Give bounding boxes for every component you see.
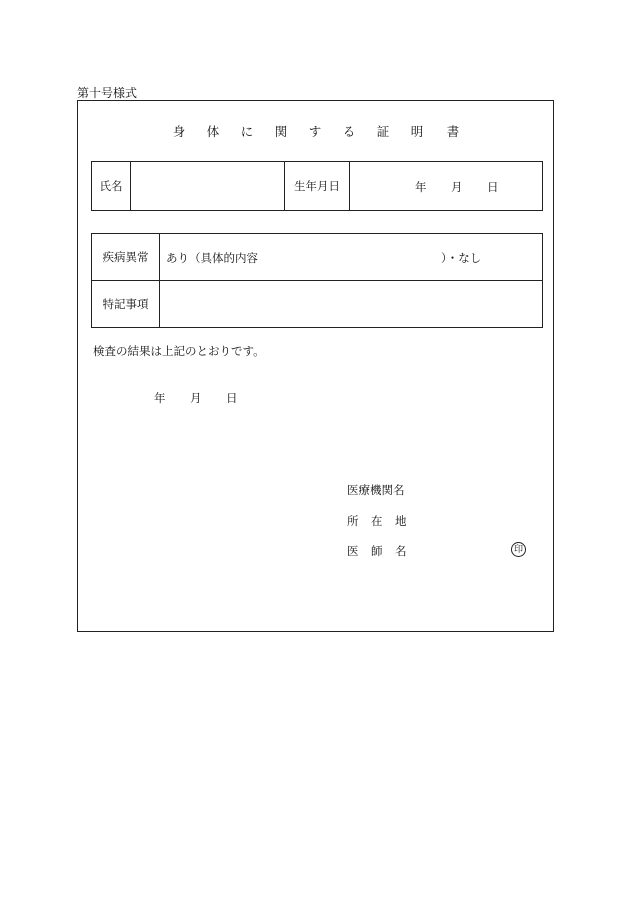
address-label-char: 所 <box>347 514 359 528</box>
name-label: 氏名 <box>92 162 131 211</box>
abnormality-option-yes: あり（具体的内容 <box>166 251 258 265</box>
issue-day-unit: 日 <box>226 391 238 405</box>
title-char: 証 <box>376 124 390 139</box>
title-char: 身 <box>172 124 186 139</box>
remarks-label: 特記事項 <box>92 281 160 328</box>
address-label-char: 在 <box>371 514 383 528</box>
doctor-label-char: 医 <box>347 544 359 558</box>
remarks-field[interactable] <box>160 281 543 328</box>
birth-month-unit: 月 <box>451 180 463 194</box>
institution-label: 医療機関名 <box>347 483 405 497</box>
title-char: 関 <box>274 124 288 139</box>
seal-mark: 印 <box>511 542 526 557</box>
title-char: 体 <box>206 124 220 139</box>
health-table <box>91 233 543 328</box>
title-char: る <box>342 124 356 139</box>
birth-year-unit: 年 <box>415 180 427 194</box>
title-char: 書 <box>446 124 460 139</box>
name-field[interactable] <box>131 162 285 211</box>
doctor-label-char: 師 <box>371 544 383 558</box>
birthdate-label: 生年月日 <box>285 162 350 211</box>
issue-month-unit: 月 <box>190 391 202 405</box>
form-number: 第十号様式 <box>77 86 138 100</box>
abnormality-field[interactable] <box>160 234 543 281</box>
title-char: 明 <box>410 124 424 139</box>
birth-day-unit: 日 <box>487 180 499 194</box>
doctor-label-char: 名 <box>395 544 407 558</box>
birthdate-field[interactable] <box>350 162 543 211</box>
title-char: に <box>240 124 254 139</box>
result-statement: 検査の結果は上記のとおりです。 <box>93 344 265 358</box>
issue-year-unit: 年 <box>154 391 166 405</box>
address-label-char: 地 <box>395 514 407 528</box>
abnormality-label: 疾病異常 <box>92 234 160 281</box>
identity-table <box>91 161 543 211</box>
abnormality-option-no: ）・なし <box>441 251 482 265</box>
title-char: す <box>308 124 322 139</box>
